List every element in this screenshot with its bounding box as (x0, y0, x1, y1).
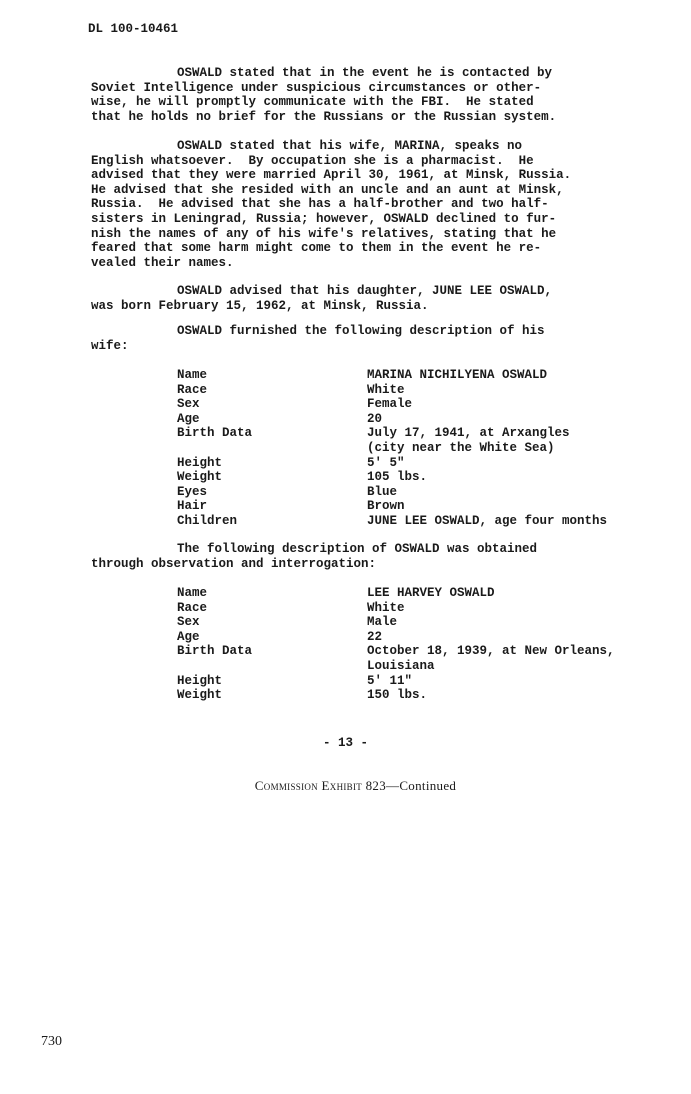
row-value: Male (367, 615, 398, 630)
row-label: Race (177, 600, 208, 615)
row-label: Race (177, 382, 208, 397)
description-row (177, 644, 615, 659)
row-label: Name (177, 586, 208, 600)
paragraph-daughter (91, 284, 651, 313)
row-value: JUNE LEE OSWALD, age four months (367, 513, 608, 528)
row-value: (city near the White Sea) (367, 440, 555, 455)
row-value: July 17, 1941, at Arxangles (367, 426, 570, 441)
paragraph-wife-description-intro (91, 324, 651, 353)
row-value: Female (367, 397, 413, 412)
row-label: Name (177, 368, 208, 382)
row-label: Age (177, 629, 200, 644)
description-row (177, 514, 607, 529)
text-line: The following description of OSWALD was obtained (177, 542, 538, 556)
row-value: 22 (367, 629, 383, 644)
text-line: Russia. He advised that she has a half-brother and two half- (91, 197, 549, 212)
description-row (177, 615, 615, 630)
description-row (177, 630, 615, 645)
text-line: feared that some harm might come to them in the event he re- (91, 241, 542, 256)
row-value: Brown (367, 499, 405, 514)
text-line: wife: (91, 338, 129, 353)
description-row (177, 383, 607, 398)
text-line: OSWALD stated that his wife, MARINA, speaks no (177, 139, 523, 153)
text-line: wise, he will promptly communicate with the FBI. He stated (91, 95, 534, 110)
row-label: Age (177, 411, 200, 426)
text-line: English whatsoever. By occupation she is a pharmacist. He (91, 153, 534, 168)
row-label: Birth Data (177, 644, 253, 659)
description-row (177, 601, 615, 616)
description-row (177, 586, 615, 601)
paragraph-intelligence-contact (91, 66, 651, 124)
text-line: OSWALD stated that in the event he is contacted by (177, 66, 553, 80)
description-row (177, 426, 607, 441)
exhibit-prefix: Commission Exhibit (254, 778, 363, 793)
exhibit-number: 823 (365, 778, 387, 793)
row-label: Height (177, 673, 223, 688)
exhibit-caption (0, 778, 691, 794)
text-line: vealed their names. (91, 255, 234, 270)
text-line: nish the names of any of his wife's relatives, stating that he (91, 226, 557, 241)
row-value: MARINA NICHILYENA OSWALD (367, 368, 548, 382)
description-row (177, 688, 615, 703)
volume-page-number: 730 (41, 1034, 62, 1049)
row-label: Birth Data (177, 426, 253, 441)
file-number: DL 100-10461 (88, 22, 179, 36)
description-row (177, 499, 607, 514)
text-line: He advised that she resided with an uncle and an aunt at Minsk, (91, 182, 564, 197)
wife-description-table (177, 368, 607, 529)
exhibit-suffix: —Continued (386, 778, 457, 793)
row-label: Height (177, 455, 223, 470)
description-row (177, 456, 607, 471)
row-label: Weight (177, 688, 223, 703)
description-row (177, 659, 615, 674)
description-row (177, 674, 615, 689)
row-value: 150 lbs. (367, 688, 428, 703)
oswald-description-table (177, 586, 615, 703)
row-value: 5' 11" (367, 673, 413, 688)
text-line: that he holds no brief for the Russians or the Russian system. (91, 109, 557, 124)
text-line: OSWALD advised that his daughter, JUNE LEE OSWALD, (177, 284, 553, 298)
description-row (177, 397, 607, 412)
row-value: White (367, 382, 405, 397)
row-label: Sex (177, 397, 200, 412)
row-label: Sex (177, 615, 200, 630)
row-value: Blue (367, 484, 398, 499)
row-value: October 18, 1939, at New Orleans, (367, 644, 615, 659)
page-number: - 13 - (322, 736, 368, 750)
text-line: sisters in Leningrad, Russia; however, OSWALD declined to fur- (91, 211, 557, 226)
row-value: Louisiana (367, 658, 435, 673)
row-label: Children (177, 513, 238, 528)
row-value: LEE HARVEY OSWALD (367, 586, 495, 600)
description-row (177, 412, 607, 427)
row-label: Hair (177, 499, 208, 514)
description-row (177, 485, 607, 500)
row-value: 5' 5" (367, 455, 405, 470)
row-label: Eyes (177, 484, 208, 499)
description-row (177, 441, 607, 456)
row-label (177, 659, 367, 674)
text-line: Soviet Intelligence under suspicious circumstances or other- (91, 80, 542, 95)
text-line: OSWALD furnished the following description of his (177, 324, 545, 338)
paragraph-wife-marina (91, 139, 651, 270)
row-value: 20 (367, 411, 383, 426)
paragraph-oswald-description-intro (91, 542, 651, 571)
row-value: White (367, 600, 405, 615)
row-value: 105 lbs. (367, 470, 428, 485)
row-label (177, 441, 367, 456)
text-line: through observation and interrogation: (91, 556, 377, 571)
text-line: was born February 15, 1962, at Minsk, Russia. (91, 298, 429, 313)
text-line: advised that they were married April 30, 1961, at Minsk, Russia. (91, 168, 572, 183)
description-row (177, 470, 607, 485)
description-row (177, 368, 607, 383)
row-label: Weight (177, 470, 223, 485)
